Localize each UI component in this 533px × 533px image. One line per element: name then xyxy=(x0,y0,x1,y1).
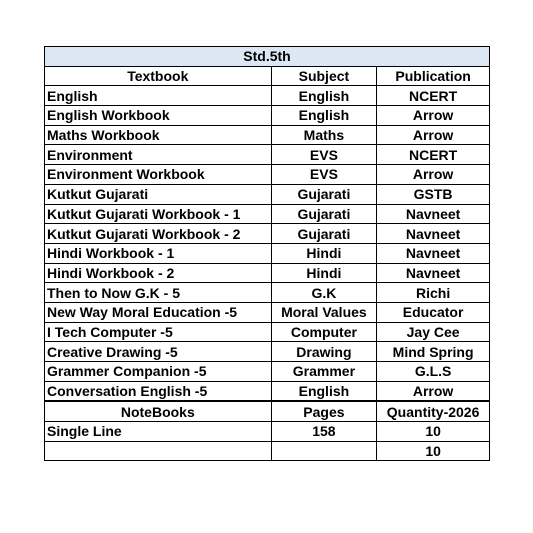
subject-cell: Drawing xyxy=(271,342,377,362)
notebook-cell: Single Line xyxy=(45,422,272,442)
textbook-cell: Kutkut Gujarati Workbook - 2 xyxy=(45,224,272,244)
textbook-cell: Grammer Companion -5 xyxy=(45,362,272,382)
subject-cell: Grammer xyxy=(271,362,377,382)
booklist-table xyxy=(44,46,490,461)
column-header-quantity: Quantity-2026 xyxy=(377,401,490,421)
publication-cell: Arrow xyxy=(377,381,490,401)
publication-cell: Jay Cee xyxy=(377,322,490,342)
textbook-header-row xyxy=(45,66,490,86)
quantity-cell: 10 xyxy=(377,441,490,461)
textbook-cell: I Tech Computer -5 xyxy=(45,322,272,342)
publication-cell: G.L.S xyxy=(377,362,490,382)
textbook-cell: Kutkut Gujarati Workbook - 1 xyxy=(45,204,272,224)
table-row xyxy=(45,204,490,224)
publication-cell: Navneet xyxy=(377,204,490,224)
notebook-header-row xyxy=(45,401,490,421)
table-row xyxy=(45,422,490,442)
subject-cell: EVS xyxy=(271,165,377,185)
notebook-cell xyxy=(45,441,272,461)
subject-cell: Computer xyxy=(271,322,377,342)
subject-cell: Maths xyxy=(271,125,377,145)
textbook-cell: Maths Workbook xyxy=(45,125,272,145)
textbook-cell: New Way Moral Education -5 xyxy=(45,302,272,322)
textbook-cell: Hindi Workbook - 1 xyxy=(45,243,272,263)
column-header-publication: Publication xyxy=(377,66,490,86)
publication-cell: Arrow xyxy=(377,125,490,145)
subject-cell: English xyxy=(271,86,377,106)
publication-cell: GSTB xyxy=(377,184,490,204)
table-row xyxy=(45,86,490,106)
table-row xyxy=(45,322,490,342)
textbook-cell: Creative Drawing -5 xyxy=(45,342,272,362)
textbook-cell: English Workbook xyxy=(45,106,272,126)
subject-cell: Hindi xyxy=(271,243,377,263)
table-row xyxy=(45,125,490,145)
table-row xyxy=(45,342,490,362)
column-header-pages: Pages xyxy=(271,401,377,421)
table-row xyxy=(45,362,490,382)
textbook-cell: Then to Now G.K - 5 xyxy=(45,283,272,303)
subject-cell: Gujarati xyxy=(271,184,377,204)
subject-cell: English xyxy=(271,106,377,126)
subject-cell: English xyxy=(271,381,377,401)
publication-cell: Navneet xyxy=(377,243,490,263)
table-row xyxy=(45,243,490,263)
publication-cell: Arrow xyxy=(377,165,490,185)
column-header-subject: Subject xyxy=(271,66,377,86)
subject-cell: Moral Values xyxy=(271,302,377,322)
table-row xyxy=(45,165,490,185)
publication-cell: Educator xyxy=(377,302,490,322)
table-row xyxy=(45,302,490,322)
publication-cell: NCERT xyxy=(377,145,490,165)
textbook-cell: Conversation English -5 xyxy=(45,381,272,401)
title-row xyxy=(45,47,490,67)
quantity-cell: 10 xyxy=(377,422,490,442)
table-row xyxy=(45,145,490,165)
table-row xyxy=(45,283,490,303)
publication-cell: NCERT xyxy=(377,86,490,106)
subject-cell: EVS xyxy=(271,145,377,165)
table-row xyxy=(45,263,490,283)
publication-cell: Mind Spring xyxy=(377,342,490,362)
textbook-cell: Hindi Workbook - 2 xyxy=(45,263,272,283)
textbook-cell: Environment xyxy=(45,145,272,165)
subject-cell: Gujarati xyxy=(271,204,377,224)
subject-cell: G.K xyxy=(271,283,377,303)
pages-cell: 158 xyxy=(271,422,377,442)
textbook-cell: English xyxy=(45,86,272,106)
textbook-cell: Kutkut Gujarati xyxy=(45,184,272,204)
pages-cell xyxy=(271,441,377,461)
textbook-cell: Environment Workbook xyxy=(45,165,272,185)
table-row xyxy=(45,106,490,126)
table-row xyxy=(45,184,490,204)
table-row xyxy=(45,381,490,401)
subject-cell: Hindi xyxy=(271,263,377,283)
table-row xyxy=(45,441,490,461)
publication-cell: Navneet xyxy=(377,224,490,244)
table-row xyxy=(45,224,490,244)
subject-cell: Gujarati xyxy=(271,224,377,244)
column-header-notebooks: NoteBooks xyxy=(45,401,272,421)
table-title: Std.5th xyxy=(45,47,490,67)
publication-cell: Richi xyxy=(377,283,490,303)
column-header-textbook: Textbook xyxy=(45,66,272,86)
publication-cell: Arrow xyxy=(377,106,490,126)
publication-cell: Navneet xyxy=(377,263,490,283)
